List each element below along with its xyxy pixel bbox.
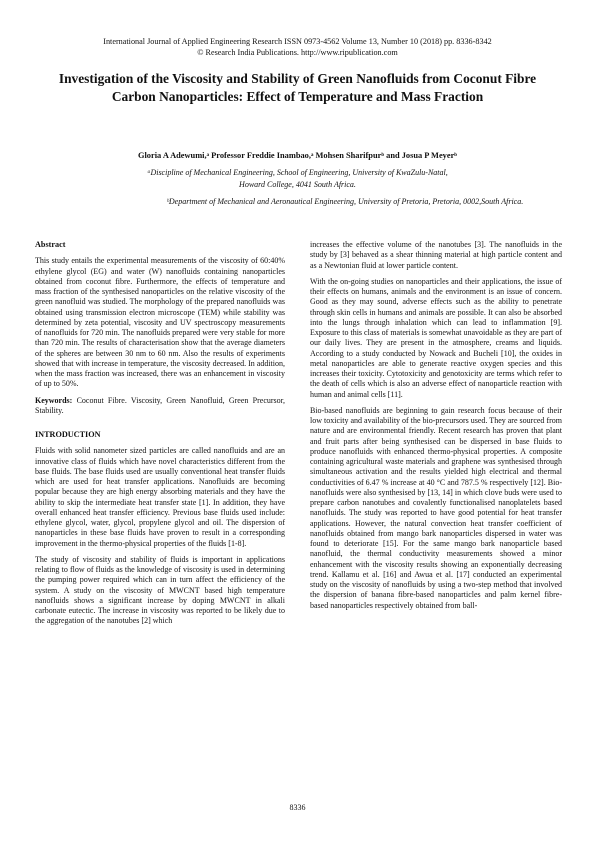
page-number: 8336: [289, 803, 306, 812]
keywords-label: Keywords:: [35, 395, 73, 405]
abstract-text: This study entails the experimental measurements of the viscosity of 60:40% ethylene glycol (EG) and water (W) nanofluids containing nanoparticles obtained from coconut fibre. Furthermore, the effects of temperature and mass fraction of the synthesised nanoparticles on the relative viscosity of the green nanofluid was studied. The morphology of the prepared nanofluids was obtained using transmission electron microscope (TEM) while stability was determined by zeta potential, viscosity and UV spectroscopy measurements of nanofluids for 720 min. The nanofluids prepared were very stable for more than 720 min. The results of characterisation show that the average diameters of the spheres are between 30 nm to 60 nm. Also the results of experiments showed that with increase in temperature, the viscosity decreased. In addition, when the mass fraction was increased, there was an enhancement in viscosity of up to 50%.: [35, 256, 285, 389]
intro-paragraph: increases the effective volume of the nanotubes [3]. The nanofluids in the study by [3] behaved as a shear thinning material at high particle content and as a Newtonian fluid at lower particle content.: [310, 240, 562, 270]
journal-line: International Journal of Applied Engineering Research ISSN 0973-4562 Volume 13, Number 10 (2018) pp. 8336-8342: [103, 37, 492, 46]
abstract-heading: Abstract: [35, 240, 66, 249]
intro-paragraph: Bio-based nanofluids are beginning to gain research focus because of their low toxicity and availability of the bio-precursors used. They are sourced from nature and are environmental friendly. Recent research has proven that plant and fruit parts after being synthesised can be dispersed in base fluids to produce nanofluids with enhanced thermo-physical properties. A composite containing agricultural waste materials and graphene was synthesised through simultaneous activation and the results yielded high electrical and thermal conductivities of 6.47 % increase at 40 °C and 787.5 % respectively [12]. Bio-nanofluids were also synthesised by [13, 14] in which clove buds were used to prepare carbon nanotubes and covalently functionalised nanoplatelets based nanofluids. The study was reported to have good potential for heat transfer applications. However, the natural convection heat transfer coefficient of nanofluids obtained from mango bark nanoparticles dispersed in water was found to deteriorate [15]. For the same mango bark nanoparticle based nanofluid, the thermal conductivity measurements showed a minor enhancement with the viscosity results showing an exponentially decreasing trend. Kallamu et al. [16] and Awua et al. [17] conducted an experimental study on the viscosity of nanofluids by using a two-step method that involved the dispersion of banana fibre-based nanoparticles and palm kernel fibre-based nanoparticles respectively obtained from ball-: [310, 405, 562, 610]
affiliation-a-line1: ᵃDiscipline of Mechanical Engineering, School of Engineering, University of KwaZulu-Natal,: [147, 168, 448, 177]
affiliation-a: [40, 167, 555, 191]
intro-paragraph: With the on-going studies on nanoparticles and their applications, the issue of their effects on humans, animals and the environment is an issue of concern. Good as they may sound, adverse effects such as the ability to penetrate through skin cells in humans and animals are possible. It can also be absorbed into the lungs through inhalation which can lead to inflammation [9]. Exposure to this class of materials is somewhat unavoidable as they are part of our daily lives. They are present in the atmosphere, creams and liquids. According to a study conducted by Nowack and Bucheli [10], the oxides in metal nanoparticles are able to generate reactive oxygen species and this increases their toxicity. Cytotoxicity and genotoxicity are terms which refer to the death of cells which is also an adverse effect of nanoparticle reaction with human and animal cells [11].: [310, 276, 562, 399]
left-column: [35, 240, 285, 633]
journal-header: [0, 36, 595, 58]
keywords: [35, 396, 285, 417]
paper-title: Investigation of the Viscosity and Stability of Green Nanofluids from Coconut Fibre Carbon Nanoparticles: Effect of Temperature and Mass Fraction: [58, 71, 537, 104]
affiliation-a-line2: Howard College, 4041 South Africa.: [239, 180, 356, 189]
keywords-list: Coconut Fibre. Viscosity, Green Nanofluid, Green Precursor, Stability.: [35, 395, 285, 415]
publisher-line: © Research India Publications. http://www.ripublication.com: [197, 48, 398, 57]
introduction-heading: INTRODUCTION: [35, 430, 101, 439]
affiliation-b: ᵇDepartment of Mechanical and Aeronautical Engineering, University of Pretoria, Pretoria, 0002,South Africa.: [166, 197, 524, 206]
right-column: [310, 240, 562, 617]
author-list: Gloria A Adewumi,ᵃ Professor Freddie Inambao,ᵃ Mohsen Sharifpurᵇ and Josua P Meyerᵇ: [137, 151, 458, 160]
intro-paragraph: The study of viscosity and stability of fluids is important in applications relating to flow of fluids as the knowledge of viscosity is used in determining the pumping power required which can in turn affect the efficiency of the system. A study on the viscosity of MWCNT based high temperature nanofluids shows a significant increase by doping MWCNT in alkali carbonate eutectic. The increase in viscosity was reported to be likely due to the aggregation of the nanotubes [2] which: [35, 554, 285, 626]
intro-paragraph: Fluids with solid nanometer sized particles are called nanofluids and are an innovative class of fluids which have novel characteristics different from the base fluids. The base fluids used are usually conventional heat transfer fluids which are used for heat transfer applications. Nanofluids are becoming popular because they are high energy absorbing materials and they have the ability to skip the intermediate heat transfer state [1]. In addition, they have overall enhanced heat transfer efficiency. Previous base fluids used include: ethylene glycol, water, glycol, propylene glycol and oil. The dispersion of nanoparticles in these base fluids have proven to result in a corresponding improvement in the thermo-physical properties of the fluids [1-8].: [35, 446, 285, 548]
